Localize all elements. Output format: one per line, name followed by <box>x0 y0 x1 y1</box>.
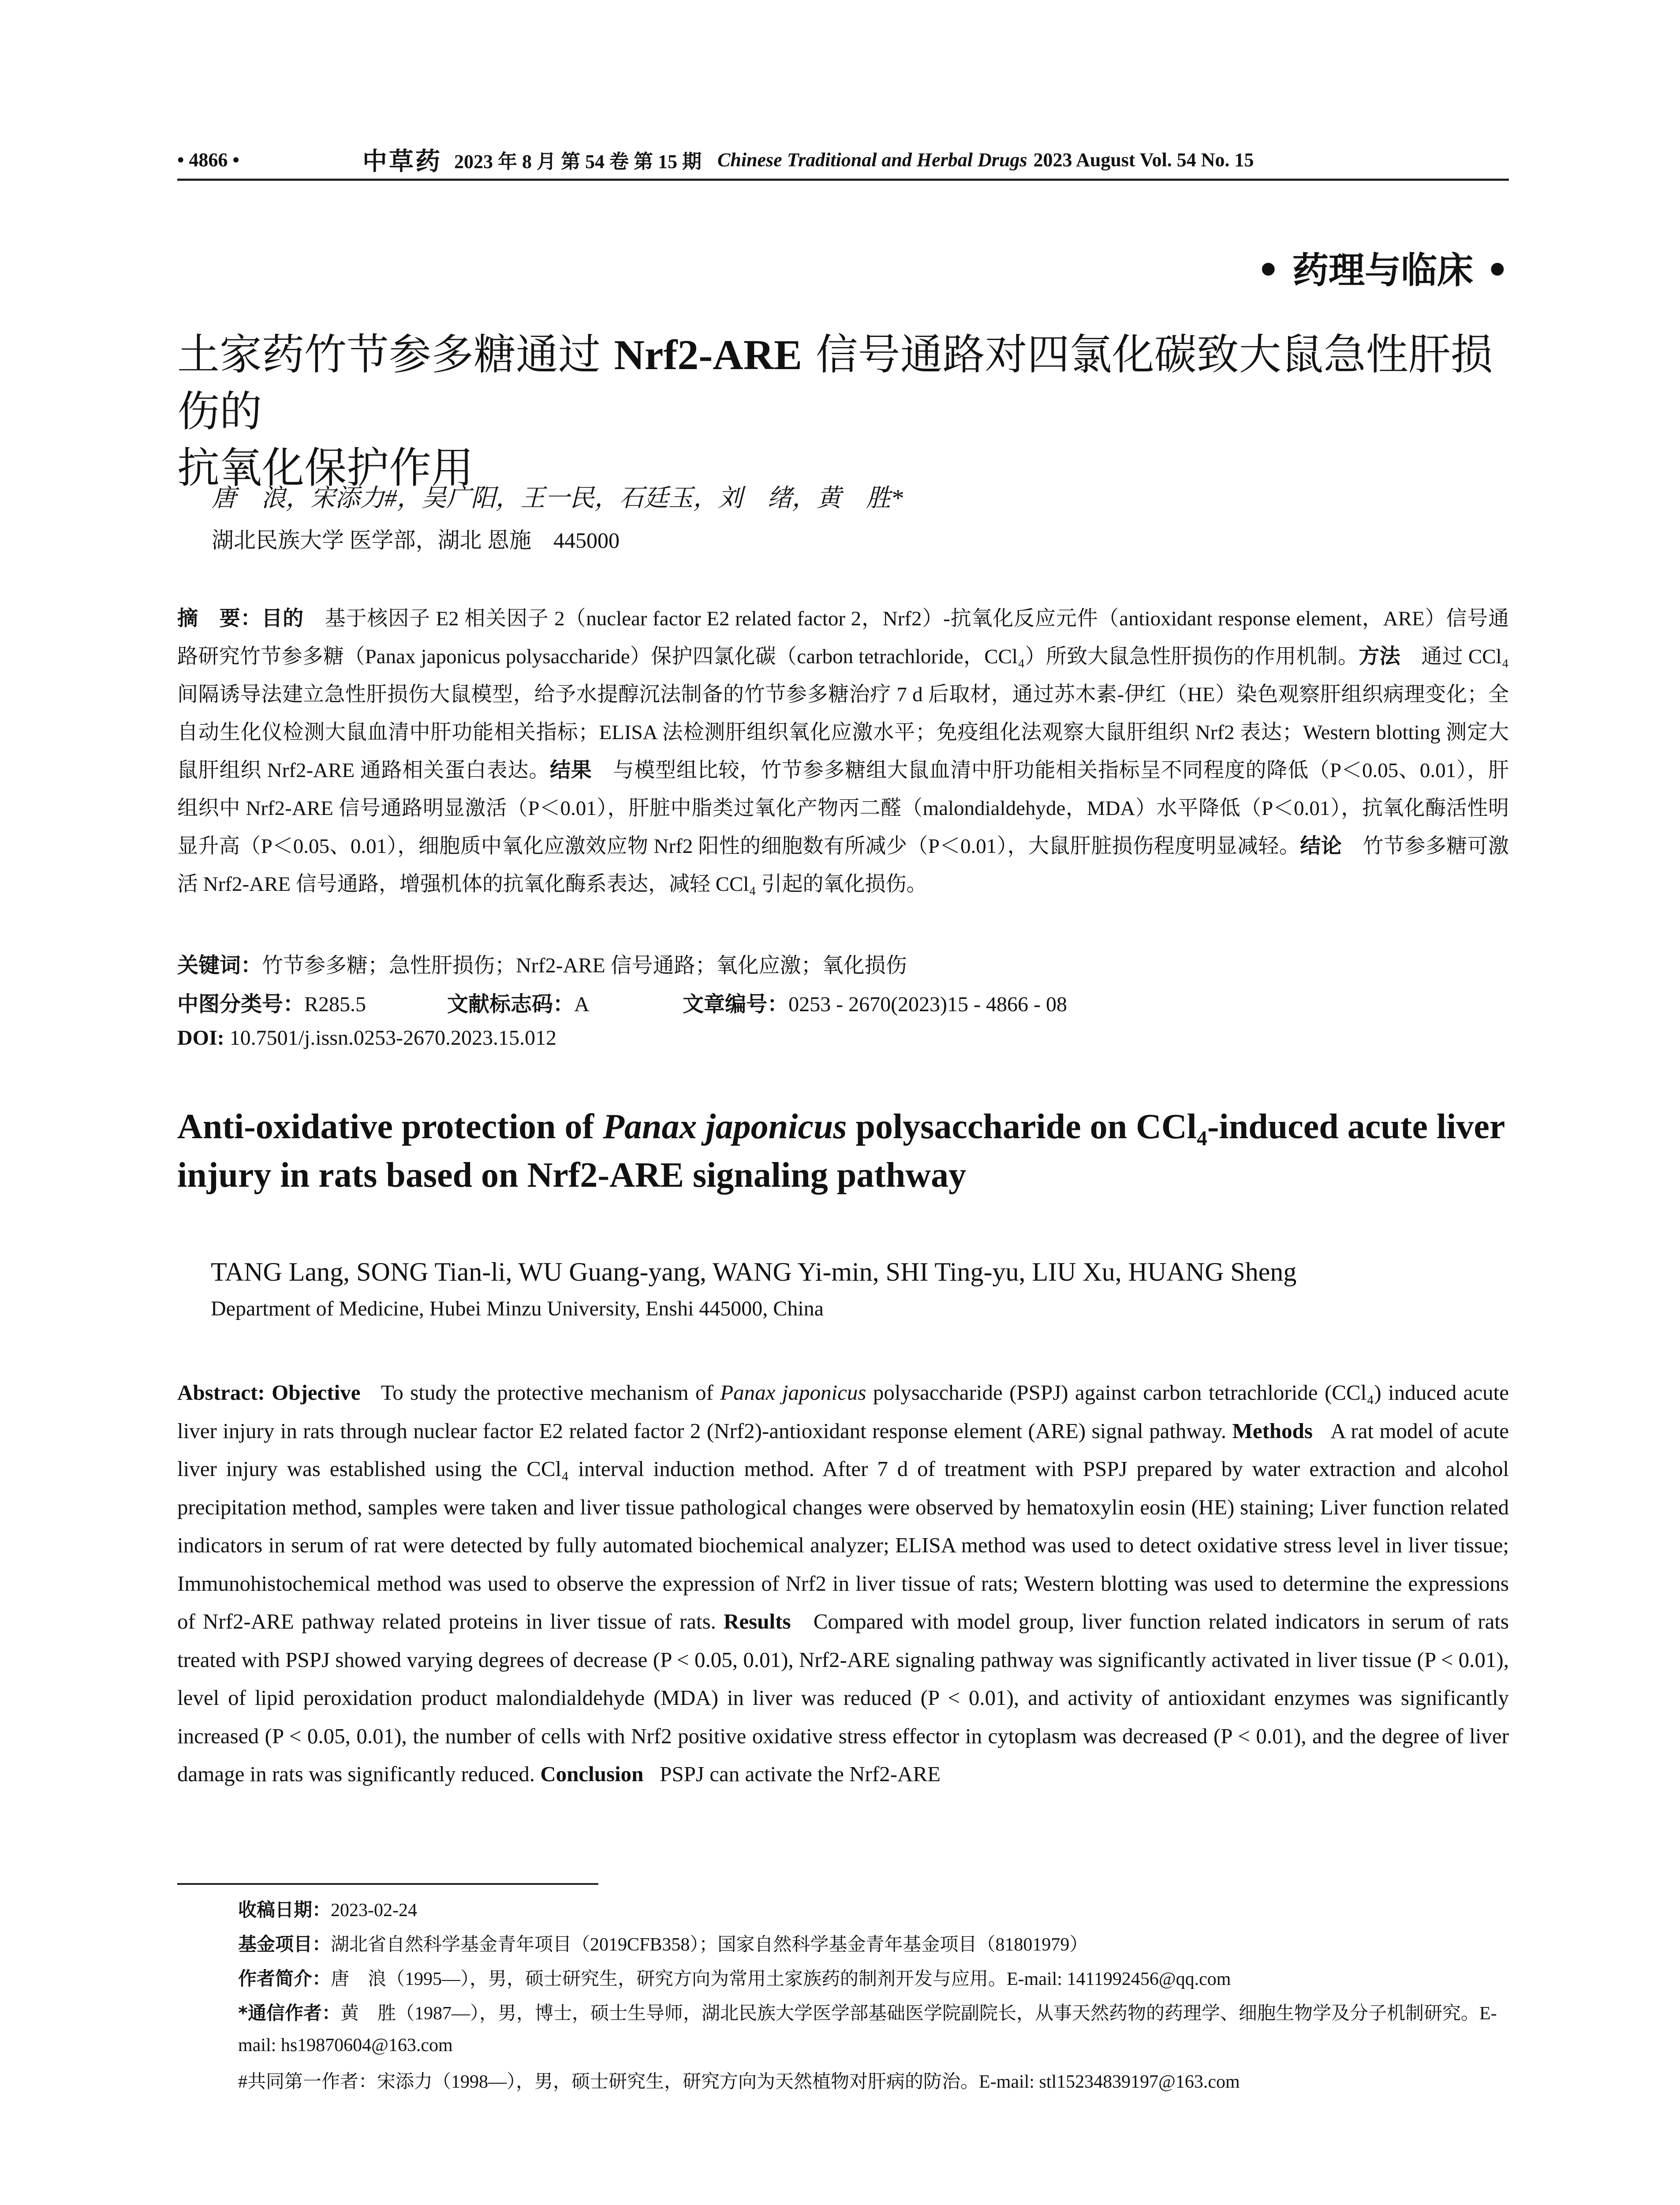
issue-en: 2023 August Vol. 54 No. 15 <box>1033 149 1254 171</box>
objective-cn: 基于核因子 E2 相关因子 2（nuclear factor E2 related factor 2，Nrf2）-抗氧化反应元件（antioxidant response element，ARE）信号通路研究竹节参多糖（Panax japonicus polysaccharide）保护四氯化碳（carbon tetrachloride，CCl₄）所致大鼠急性肝损伤的作用机制。 <box>177 607 1509 668</box>
title-en-part1: Anti-oxidative protection of <box>177 1107 603 1146</box>
conclusion-en: PSPJ can activate the Nrf2-ARE <box>660 1762 941 1786</box>
footnote-label: 基金项目： <box>238 1933 331 1955</box>
doi-value[interactable]: 10.7501/j.issn.0253-2670.2023.15.012 <box>229 1026 557 1050</box>
results-label-en: Results <box>724 1609 791 1633</box>
section-label: • 药理与临床 • <box>1257 249 1509 292</box>
clc-label: 中图分类号： <box>177 992 305 1017</box>
doc-code-label: 文献标志码： <box>447 992 575 1017</box>
page-number: • 4866 • <box>177 149 239 171</box>
title-cn-part2: 信号通路对四氯化碳致大鼠急性肝损伤的 <box>177 330 1493 436</box>
footnote-label: #共同第一作者： <box>238 2072 377 2092</box>
article-no-value: 0253 - 2670(2023)15 - 4866 - 08 <box>788 993 1067 1016</box>
issue-cn: 2023 年 8 月 第 54 卷 第 15 期 <box>454 151 702 172</box>
footnote-text: 2023-02-24 <box>331 1900 417 1921</box>
keywords-text: 竹节参多糖；急性肝损伤；Nrf2-ARE 信号通路；氧化应激；氧化损伤 <box>262 954 907 977</box>
footnote-author-bio <box>238 1963 1508 1995</box>
footnote-text: 黄 胜（1987—），男，博士，硕士生导师，湖北民族大学医学部基础医学院副院长，从事天然药物的药理学、细胞生物学及分子机制研究。E-mail: hs19870604@163.com <box>238 2003 1497 2056</box>
header-rule <box>177 179 1509 181</box>
footnote-label: 收稿日期： <box>238 1899 331 1921</box>
doi-label: DOI: <box>177 1026 224 1050</box>
title-en-part2: polysaccharide on CCl₄-induced acute liver injury in rats based on Nrf2-ARE signaling pathway <box>177 1107 1505 1195</box>
methods-label-cn: 方法 <box>1359 644 1400 669</box>
results-label-cn: 结果 <box>550 758 592 782</box>
abstract-cn <box>177 600 1509 903</box>
footnote-text: 唐 浪（1995—），男，硕士研究生，研究方向为常用土家族药的制剂开发与应用。E-mail: 1411992456@qq.com <box>331 1969 1231 1989</box>
conclusion-cn: 竹节参多糖可激活 Nrf2-ARE 信号通路，增强机体的抗氧化酶系表达，减轻 CCl₄ 引起的氧化损伤。 <box>177 835 1509 896</box>
title-en-italic: Panax japonicus <box>603 1107 847 1146</box>
objective-en-italic: Panax japonicus <box>720 1380 866 1405</box>
footnote-co-first-author <box>238 2066 1508 2098</box>
authors-en: TANG Lang, SONG Tian-li, WU Guang-yang, WANG Yi-min, SHI Ting-yu, LIU Xu, HUANG Sheng <box>211 1257 1297 1286</box>
objective-label-cn: 目的 <box>261 606 304 631</box>
results-en: Compared with model group, liver function related indicators in serum of rats treated with PSPJ showed varying degrees of decrease (P < 0.05, 0.01), Nrf2-ARE signaling pathway was significantly activated in liver tissue (P < 0.01), level of lipid peroxidation product malondialdehyde (MDA) in liver was reduced (P < 0.01), and activity of antioxidant enzymes was significantly increased (P < 0.05, 0.01), the number of cells with Nrf2 positive oxidative stress effector in cytoplasm was decreased (P < 0.01), and the degree of liver damage in rats was significantly reduced. <box>177 1609 1509 1786</box>
footnote-received <box>238 1894 1508 1926</box>
doc-code-value: A <box>574 993 589 1016</box>
classification-line <box>177 987 1067 1017</box>
objective-en-a: To study the protective mechanism of <box>381 1380 721 1405</box>
methods-cn: 通过 CCl₄ 间隔诱导法建立急性肝损伤大鼠模型，给予水提醇沉法制备的竹节参多糖治疗 7 d 后取材，通过苏木素-伊红（HE）染色观察肝组织病理变化；全自动生化仪检测大鼠血清中肝功能相关指标；ELISA 法检测肝组织氧化应激水平；免疫组化法观察大鼠肝组织 Nrf2 表达；Western blotting 测定大鼠肝组织 Nrf2-ARE 通路相关蛋白表达。 <box>177 645 1509 782</box>
abstract-en <box>177 1374 1509 1794</box>
doi-line <box>177 1026 556 1050</box>
title-cn-line2: 抗氧化保护作用 <box>177 443 474 493</box>
article-no-label: 文章编号： <box>683 992 789 1017</box>
title-cn-bold: Nrf2-ARE <box>614 331 803 378</box>
keywords-cn <box>177 948 907 979</box>
footnote-label: *通信作者： <box>238 2002 340 2024</box>
keywords-label: 关键词： <box>177 953 262 978</box>
footnote-funding <box>238 1928 1508 1961</box>
affiliation-cn: 湖北民族大学 医学部，湖北 恩施 445000 <box>212 528 620 553</box>
footnote-label: 作者简介： <box>238 1968 331 1989</box>
objective-en-b: polysaccharide (PSPJ) against carbon tetrachloride (CCl₄) induced acute liver injury in rats through nuclear factor E2 related factor 2 (Nrf2)-antioxidant response element (ARE) signal pathway. <box>177 1380 1509 1443</box>
footnote-rule <box>177 1883 598 1885</box>
journal-logo: 中草药 <box>362 148 442 176</box>
affiliation-en: Department of Medicine, Hubei Minzu University, Enshi 445000, China <box>211 1297 824 1320</box>
title-cn-part1: 土家药竹节参多糖通过 <box>177 330 614 379</box>
methods-en: A rat model of acute liver injury was established using the CCl₄ interval induction method. After 7 d of treatment with PSPJ prepared by water extraction and alcohol precipitation method, samples were taken and liver tissue pathological changes were observed by hematoxylin eosin (HE) staining; Liver function related indicators in serum of rat were detected by fully automated biochemical analyzer; ELISA method was used to detect oxidative stress level in liver tissue; Immunohistochemical method was used to observe the expression of Nrf2 in liver tissue of rats; Western blotting was used to determine the expressions of Nrf2-ARE pathway related proteins in liver tissue of rats. <box>177 1418 1509 1633</box>
footnote-text: 宋添力（1998—），男，硕士研究生，研究方向为天然植物对肝病的防治。E-mail: stl15234839197@163.com <box>377 2072 1240 2092</box>
journal-name-en: Chinese Traditional and Herbal Drugs <box>717 149 1027 171</box>
clc-value: R285.5 <box>304 993 366 1016</box>
title-cn <box>177 326 1509 496</box>
conclusion-label-en: Conclusion <box>540 1762 644 1786</box>
objective-label-en: Objective <box>272 1380 361 1405</box>
running-header <box>177 142 1509 177</box>
authors-cn: 唐 浪，宋添力#，吴广阳，王一民，石廷玉，刘 绪，黄 胜* <box>212 485 903 512</box>
results-cn: 与模型组比较，竹节参多糖组大鼠血清中肝功能相关指标呈不同程度的降低（P＜0.05、0.01），肝组织中 Nrf2-ARE 信号通路明显激活（P＜0.01），肝脏中脂类过氧化产物丙二醛（malondialdehyde，MDA）水平降低（P＜0.01），抗氧化酶活性明显升高（P＜0.05、0.01），细胞质中氧化应激效应物 Nrf2 阳性的细胞数有所减少（P＜0.01），大鼠肝脏损伤程度明显减轻。 <box>177 759 1509 858</box>
title-en <box>177 1102 1509 1200</box>
footnote-text: 湖北省自然科学基金青年项目（2019CFB358）；国家自然科学基金青年基金项目（81801979） <box>331 1935 1088 1955</box>
footnote-corresponding <box>238 1997 1508 2061</box>
conclusion-label-cn: 结论 <box>1300 834 1342 858</box>
abstract-en-label: Abstract: <box>177 1380 265 1405</box>
abstract-cn-label: 摘 要： <box>177 606 262 631</box>
methods-label-en: Methods <box>1232 1418 1313 1443</box>
